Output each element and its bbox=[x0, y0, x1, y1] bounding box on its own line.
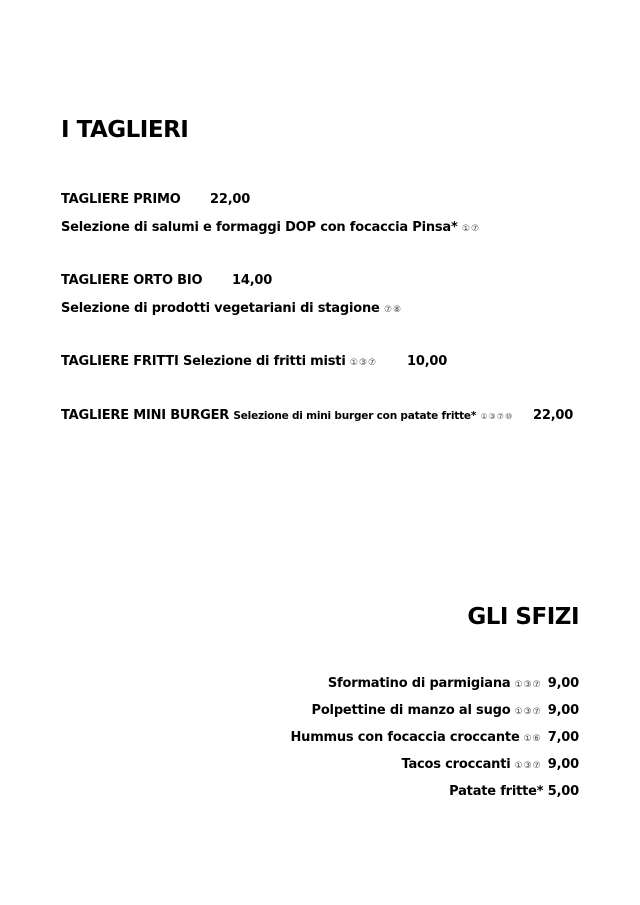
sfizi-item-allergens: ①③⑦ bbox=[514, 680, 542, 690]
tagliere-orto-bio-description bbox=[61, 301, 402, 316]
tagliere-primo-description-text: Selezione di salumi e formaggi DOP con focaccia Pinsa* bbox=[61, 220, 458, 235]
tagliere-mini-burger-description: Selezione di mini burger con patate fritte* bbox=[233, 410, 477, 422]
sfizi-item-name: Sformatino di parmigiana bbox=[327, 676, 511, 691]
tagliere-orto-bio-description-text: Selezione di prodotti vegetariani di stagione bbox=[61, 301, 380, 316]
sfizi-item-price: 9,00 bbox=[547, 703, 579, 718]
tagliere-primo-name: TAGLIERE PRIMO bbox=[61, 192, 181, 207]
sfizi-item bbox=[449, 784, 579, 799]
tagliere-fritti-description: Selezione di fritti misti bbox=[182, 354, 346, 369]
tagliere-mini-burger-line bbox=[61, 408, 513, 423]
sfizi-item-price: 5,00 bbox=[547, 784, 579, 799]
tagliere-primo-allergens: ①⑦ bbox=[461, 224, 481, 234]
tagliere-primo-description bbox=[61, 220, 480, 235]
tagliere-fritti-line bbox=[61, 354, 377, 369]
taglieri-heading: I TAGLIERI bbox=[61, 117, 189, 143]
tagliere-orto-bio-allergens: ⑦⑧ bbox=[383, 305, 403, 315]
sfizi-item-allergens: ①③⑦ bbox=[514, 707, 542, 717]
sfizi-item-name: Tacos croccanti bbox=[401, 757, 511, 772]
tagliere-mini-burger-allergens: ①③⑦⑩ bbox=[480, 412, 514, 421]
tagliere-fritti-price: 10,00 bbox=[407, 354, 448, 369]
sfizi-item bbox=[401, 757, 579, 772]
sfizi-item-price: 9,00 bbox=[547, 676, 579, 691]
sfizi-item-price: 7,00 bbox=[547, 730, 579, 745]
sfizi-item bbox=[312, 703, 580, 718]
tagliere-fritti-allergens: ①③⑦ bbox=[349, 358, 378, 368]
sfizi-item-name: Patate fritte* bbox=[449, 784, 544, 799]
tagliere-orto-bio-price: 14,00 bbox=[232, 273, 273, 288]
sfizi-item-allergens: ①⑥ bbox=[523, 734, 542, 744]
tagliere-mini-burger-price: 22,00 bbox=[533, 408, 574, 423]
tagliere-fritti-name: TAGLIERE FRITTI bbox=[61, 354, 179, 369]
tagliere-orto-bio-name: TAGLIERE ORTO BIO bbox=[61, 273, 203, 288]
sfizi-item-allergens: ①③⑦ bbox=[514, 761, 542, 771]
sfizi-item bbox=[290, 730, 579, 745]
tagliere-primo-price: 22,00 bbox=[210, 192, 251, 207]
tagliere-mini-burger-name: TAGLIERE MINI BURGER bbox=[61, 408, 230, 423]
sfizi-item-name: Hummus con focaccia croccante bbox=[290, 730, 520, 745]
sfizi-heading: GLI SFIZI bbox=[467, 604, 579, 630]
sfizi-item-name: Polpettine di manzo al sugo bbox=[311, 703, 511, 718]
sfizi-item bbox=[328, 676, 579, 691]
sfizi-item-price: 9,00 bbox=[547, 757, 579, 772]
